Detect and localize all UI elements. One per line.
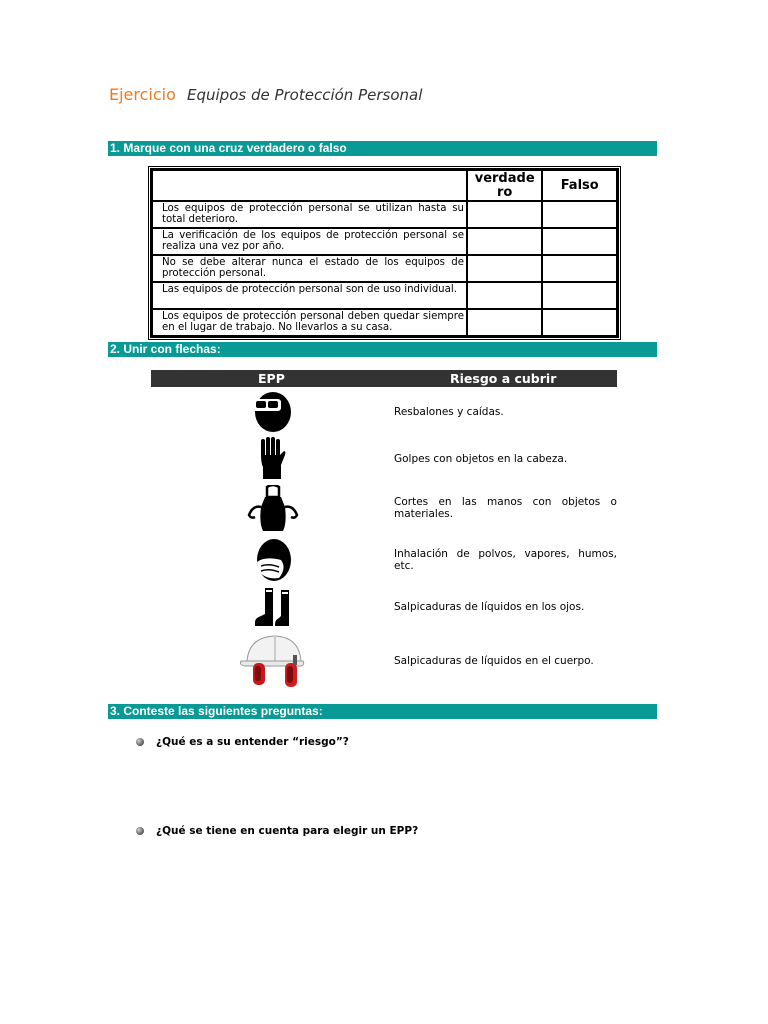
false-answer-box[interactable] <box>542 228 617 255</box>
false-answer-box[interactable] <box>542 282 617 309</box>
table-row <box>152 255 617 282</box>
title-label: Ejercicio <box>109 85 176 104</box>
section-3-header: 3. Conteste las siguientes preguntas: <box>108 704 657 719</box>
false-answer-box[interactable] <box>542 255 617 282</box>
apron-icon <box>247 485 299 533</box>
section-2-header: 2. Unir con flechas: <box>108 342 657 357</box>
bullet-icon <box>136 827 144 835</box>
table-row <box>152 228 617 255</box>
risk-text: Salpicaduras de líquidos en los ojos. <box>394 601 585 613</box>
section-1-header: 1. Marque con una cruz verdadero o falso <box>108 141 657 156</box>
helmet-earmuffs-icon <box>239 633 307 691</box>
risk-text: Golpes con objetos en la cabeza. <box>394 453 568 465</box>
statement-cell: La verificación de los equipos de protección personal se realiza una vez por año. <box>152 228 467 255</box>
false-answer-box[interactable] <box>542 201 617 228</box>
question-text: ¿Qué es a su entender “riesgo”? <box>156 736 349 748</box>
boots-icon <box>253 586 297 628</box>
risk-text: Cortes en las manos con objetos o materiales. <box>394 496 617 520</box>
table-header-true: verdade ro <box>467 170 542 201</box>
table-row <box>152 309 617 336</box>
statement-cell: Los equipos de protección personal deben quedar siempre en el lugar de trabajo. No llevarlos a su casa. <box>152 309 467 336</box>
question-item <box>136 736 349 748</box>
epp-table-header <box>151 370 617 387</box>
risk-text: Resbalones y caídas. <box>394 406 504 418</box>
title-subtitle: Equipos de Protección Personal <box>187 86 423 104</box>
risk-text: Inhalación de polvos, vapores, humos, etc. <box>394 548 617 572</box>
true-answer-box[interactable] <box>467 201 542 228</box>
table-row <box>152 201 617 228</box>
table-row <box>152 282 617 309</box>
true-answer-box[interactable] <box>467 309 542 336</box>
glove-icon <box>257 437 287 481</box>
bullet-icon <box>136 738 144 746</box>
mask-icon <box>253 538 293 582</box>
table-header-blank <box>152 170 467 201</box>
statement-cell: Las equipos de protección personal son de uso individual. <box>152 282 467 309</box>
risk-column-header: Riesgo a cubrir <box>450 371 557 386</box>
goggles-icon <box>251 391 295 433</box>
statement-cell: Los equipos de protección personal se utilizan hasta su total deterioro. <box>152 201 467 228</box>
true-answer-box[interactable] <box>467 228 542 255</box>
question-item <box>136 825 418 837</box>
false-answer-box[interactable] <box>542 309 617 336</box>
table-header-false: Falso <box>542 170 617 201</box>
question-text: ¿Qué se tiene en cuenta para elegir un EPP? <box>156 825 419 837</box>
statement-cell: No se debe alterar nunca el estado de los equipos de protección personal. <box>152 255 467 282</box>
true-answer-box[interactable] <box>467 282 542 309</box>
page-title <box>109 85 422 104</box>
risk-text: Salpicaduras de líquidos en el cuerpo. <box>394 655 594 667</box>
true-false-table <box>150 168 619 338</box>
true-answer-box[interactable] <box>467 255 542 282</box>
epp-column-header: EPP <box>258 371 285 386</box>
